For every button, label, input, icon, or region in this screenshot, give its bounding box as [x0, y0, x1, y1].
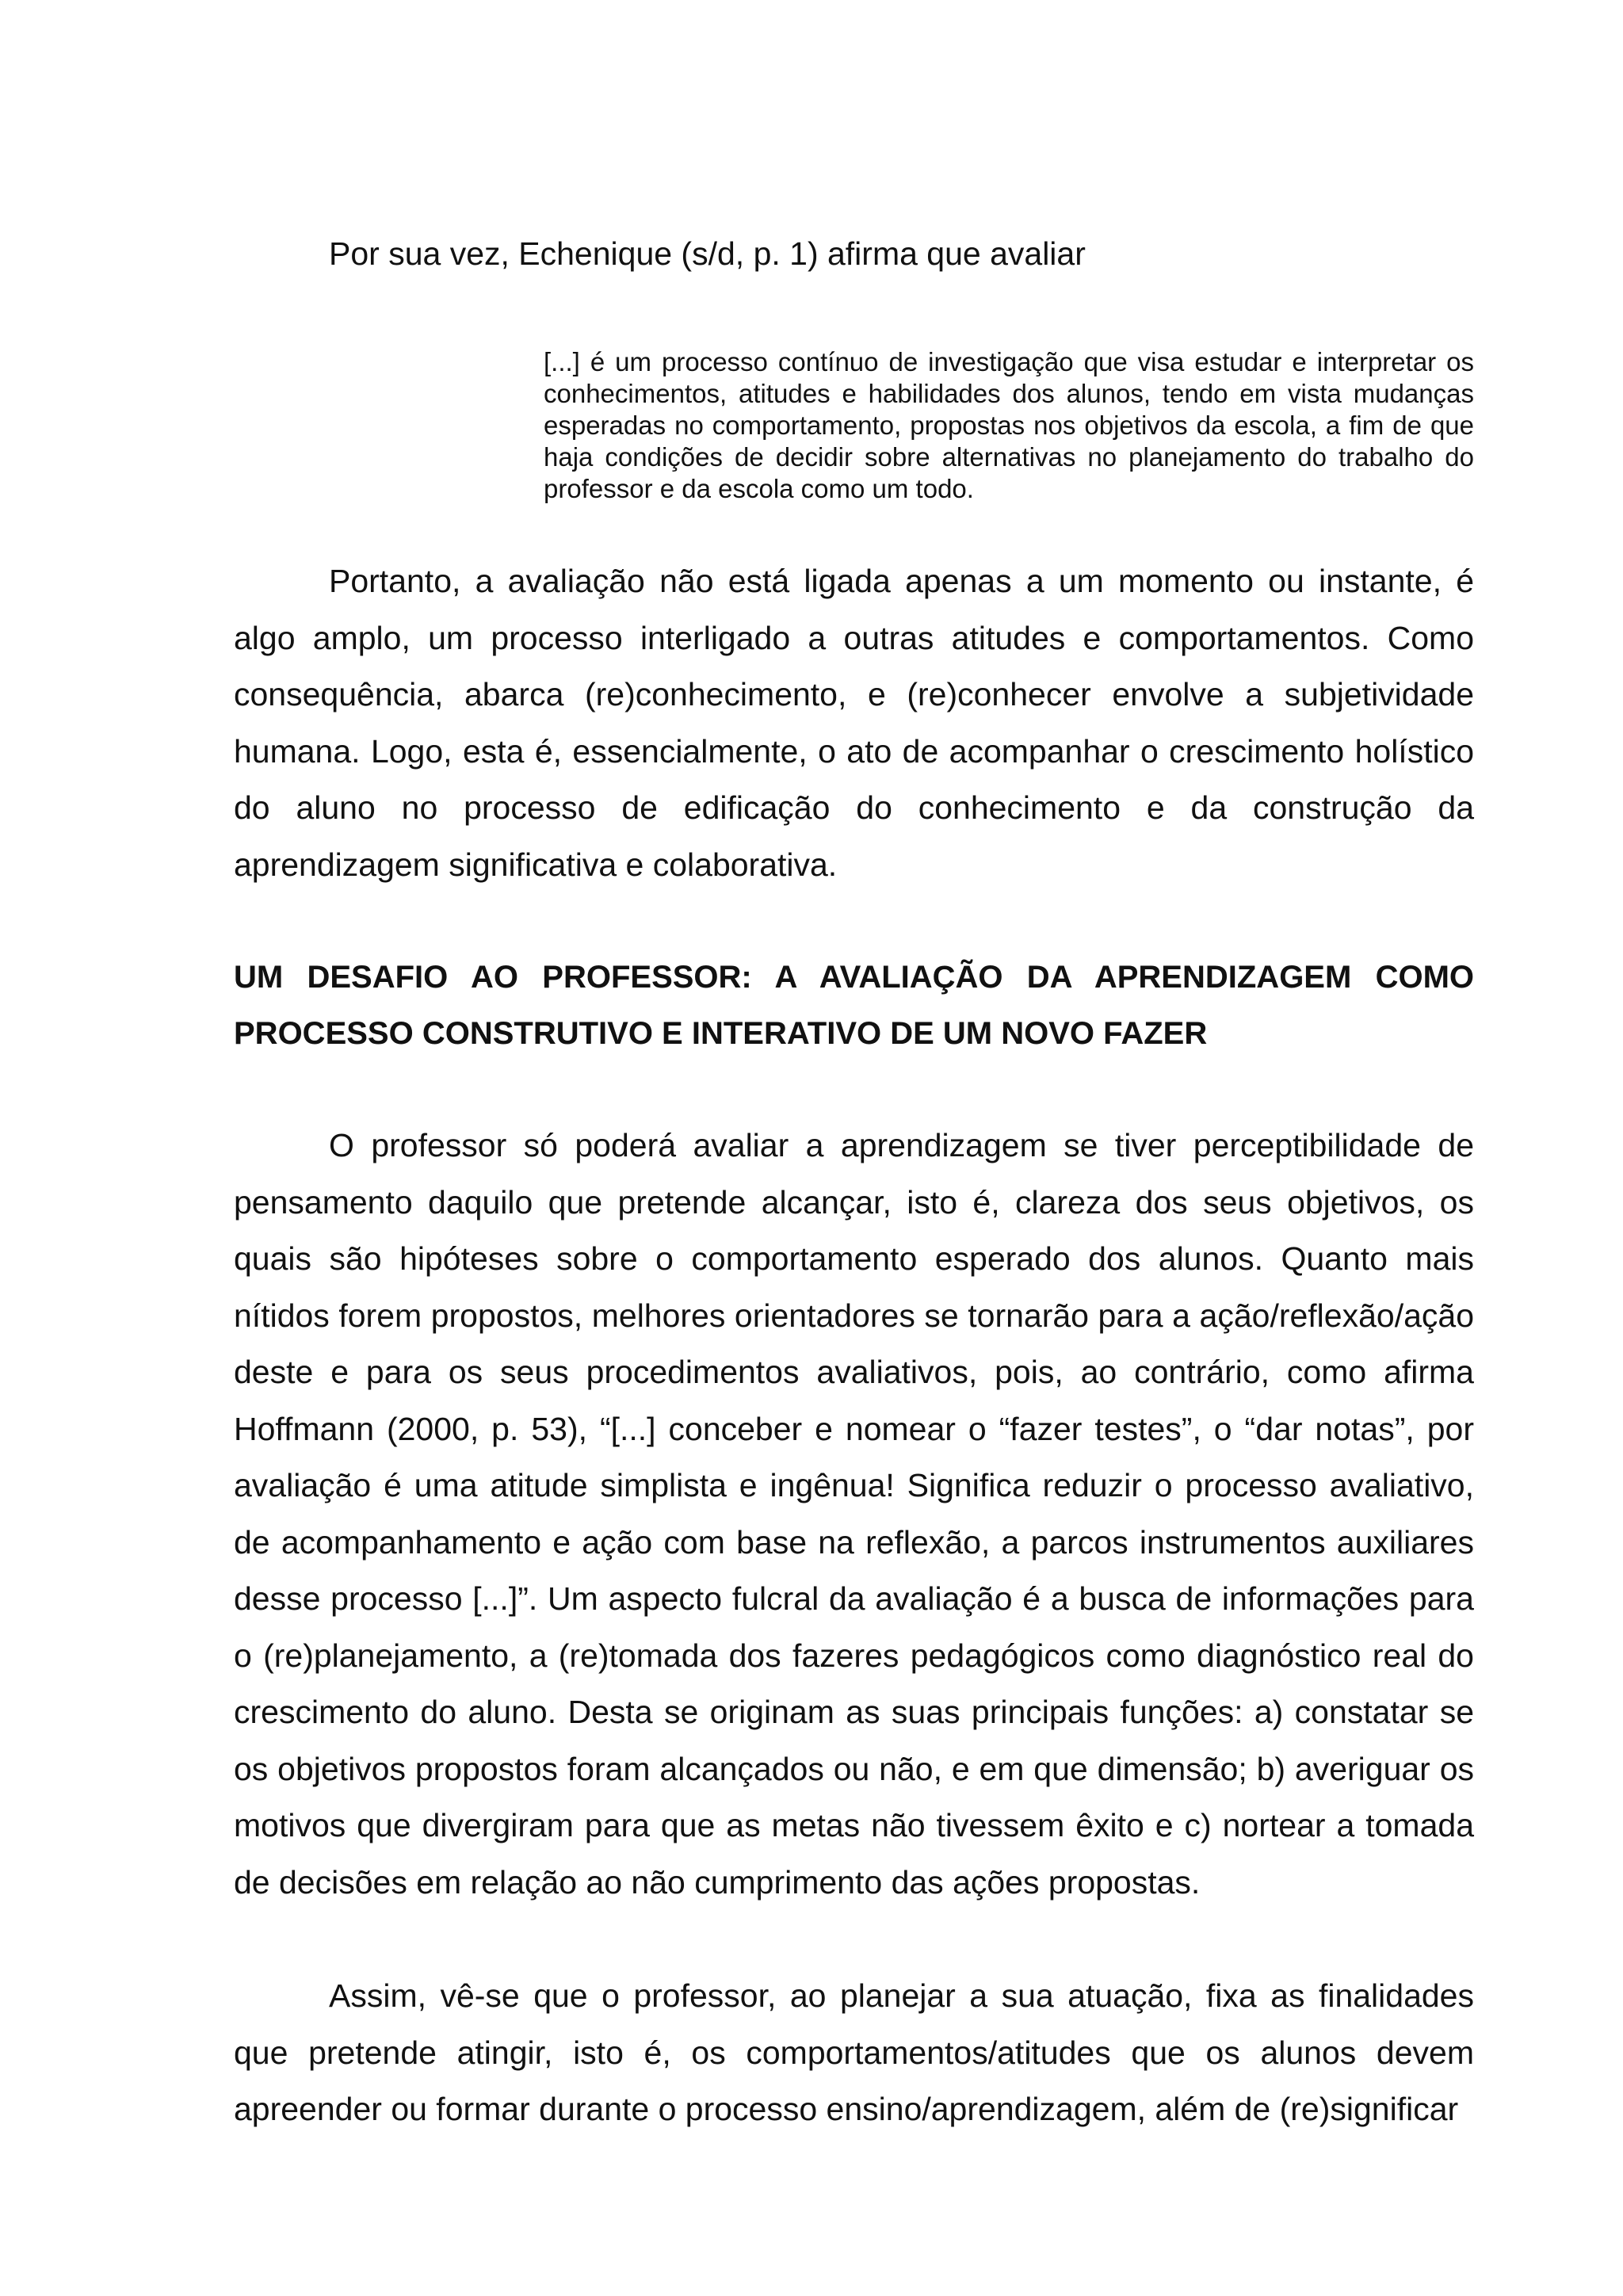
paragraph-2: O professor só poderá avaliar a aprendizagem se tiver perceptibilidade de pensamento daquilo que pretende alcançar, isto é, clareza dos seus objetivos, os quais são hipóteses sobre o comportamento esperado dos alunos. Quanto mais nítidos forem propostos, melhores orientadores se tornarão para a ação/reflexão/ação deste e para os seus procedimentos avaliativos, pois, ao contrário, como afirma Hoffmann (2000, p. 53), “[...] conceber e nomear o “fazer testes”, o “dar notas”, por avaliação é uma atitude simplista e ingênua! Significa reduzir o processo avaliativo, de acompanhamento e ação com base na reflexão, a parcos instrumentos auxiliares desse processo [...]”. Um aspecto fulcral da avaliação é a busca de informações para o (re)planejamento, a (re)tomada dos fazeres pedagógicos como diagnóstico real do crescimento do aluno. Desta se originam as suas principais funções: a) constatar se os objetivos propostos foram alcançados ou não, e em que dimensão; b) averiguar os motivos que divergiram para que as metas não tivessem êxito e c) nortear a tomada de decisões em relação ao não cumprimento das ações propostas. — [234, 1127, 1474, 1901]
paragraph-1: Portanto, a avaliação não está ligada apenas a um momento ou instante, é algo amplo, um processo interligado a outras atitudes e comportamentos. Como consequência, abarca (re)conhecimento, e (re)conhecer envolve a subjetividade humana. Logo, esta é, essencialmente, o ato de acompanhar o crescimento holístico do aluno no processo de edificação do conhecimento e da construção da aprendizagem significativa e colaborativa. — [234, 563, 1474, 883]
paragraph-3: Assim, vê-se que o professor, ao planejar a sua atuação, fixa as finalidades que pretende atingir, isto é, os comportamentos/atitudes que os alunos devem apreender ou formar durante o processo ensino/aprendizagem, além de (re)significar — [234, 1977, 1474, 2127]
intro-line: Por sua vez, Echenique (s/d, p. 1) afirma que avaliar — [329, 235, 1086, 272]
section-heading: UM DESAFIO AO PROFESSOR: A AVALIAÇÃO DA APRENDIZAGEM COMO PROCESSO CONSTRUTIVO E INTERATIVO DE UM NOVO FAZER — [234, 960, 1474, 1051]
block-quote: [...] é um processo contínuo de investigação que visa estudar e interpretar os conhecimentos, atitudes e habilidades dos alunos, tendo em vista mudanças esperadas no comportamento, propostas nos objetivos da escola, a fim de que haja condições de decidir sobre alternativas no planejamento do trabalho do professor e da escola como um todo. — [544, 347, 1474, 503]
